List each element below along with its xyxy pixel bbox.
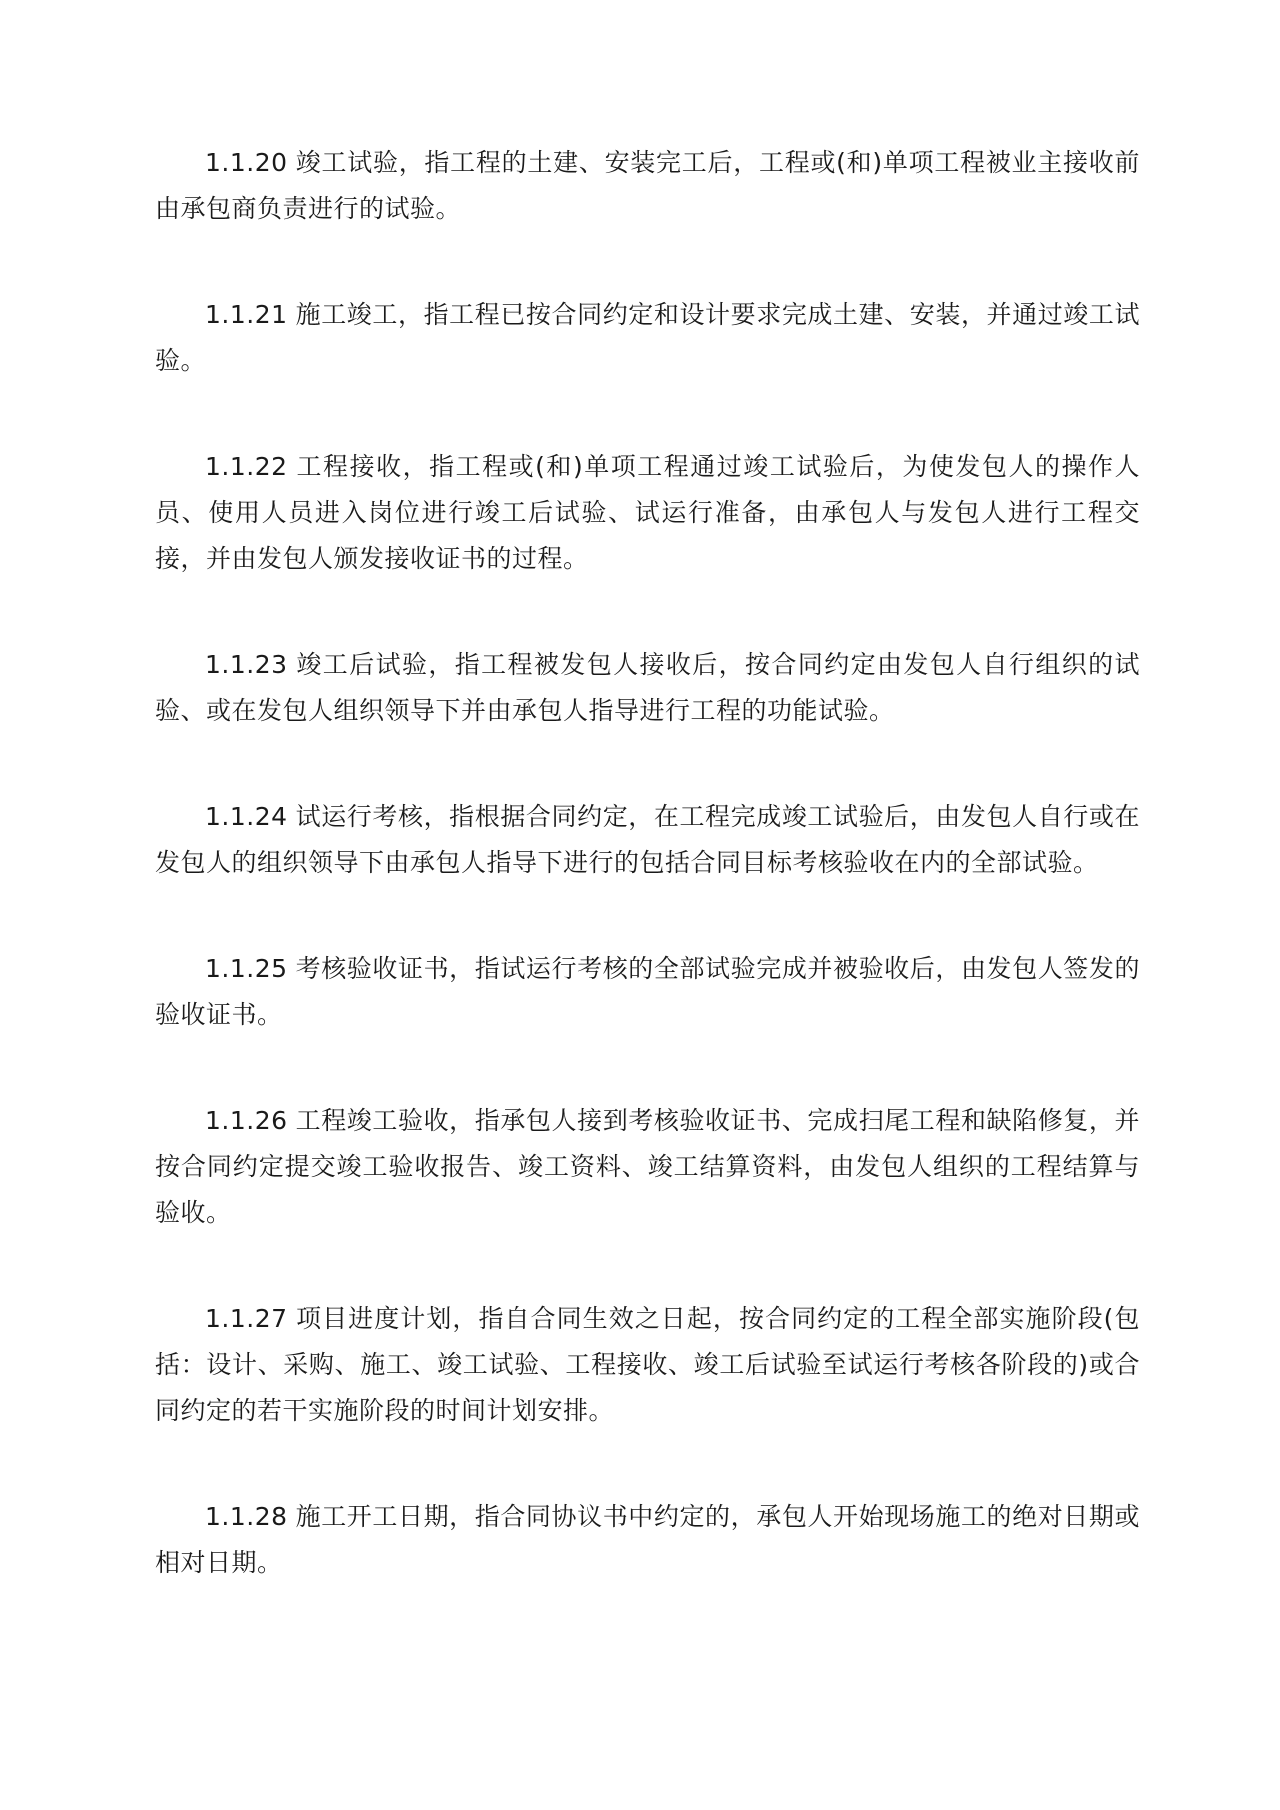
clause-1-1-20	[155, 140, 1140, 232]
clause-number: 1.1.23	[205, 650, 288, 679]
clause-number: 1.1.27	[205, 1304, 288, 1333]
clause-1-1-21	[155, 292, 1140, 384]
clause-number: 1.1.20	[205, 148, 288, 177]
clause-1-1-24	[155, 794, 1140, 886]
clause-text: 试运行考核，指根据合同约定，在工程完成竣工试验后，由发包人自行或在发包人的组织领导下由承包人指导下进行的包括合同目标考核验收在内的全部试验。	[155, 802, 1140, 877]
clause-text: 工程接收，指工程或(和)单项工程通过竣工试验后，为使发包人的操作人员、使用人员进入岗位进行竣工后试验、试运行准备，由承包人与发包人进行工程交接，并由发包人颁发接收证书的过程。	[155, 452, 1140, 573]
clause-text: 竣工试验，指工程的土建、安装完工后，工程或(和)单项工程被业主接收前由承包商负责进行的试验。	[155, 148, 1140, 223]
clause-text: 竣工后试验，指工程被发包人接收后，按合同约定由发包人自行组织的试验、或在发包人组织领导下并由承包人指导进行工程的功能试验。	[155, 650, 1140, 725]
clause-1-1-23	[155, 642, 1140, 734]
clause-number: 1.1.22	[205, 452, 288, 481]
clause-text: 施工竣工，指工程已按合同约定和设计要求完成土建、安装，并通过竣工试验。	[155, 300, 1140, 375]
clause-text: 考核验收证书，指试运行考核的全部试验完成并被验收后，由发包人签发的验收证书。	[155, 954, 1140, 1029]
clause-text: 项目进度计划，指自合同生效之日起，按合同约定的工程全部实施阶段(包括：设计、采购、施工、竣工试验、工程接收、竣工后试验至试运行考核各阶段的)或合同约定的若干实施阶段的时间计划安排。	[155, 1304, 1140, 1425]
clause-1-1-27	[155, 1296, 1140, 1434]
clause-number: 1.1.28	[205, 1502, 288, 1531]
clause-number: 1.1.25	[205, 954, 288, 983]
clause-number: 1.1.24	[205, 802, 288, 831]
clause-1-1-25	[155, 946, 1140, 1038]
clause-text: 工程竣工验收，指承包人接到考核验收证书、完成扫尾工程和缺陷修复，并按合同约定提交竣工验收报告、竣工资料、竣工结算资料，由发包人组织的工程结算与验收。	[155, 1106, 1140, 1227]
clause-1-1-22	[155, 444, 1140, 582]
clause-text: 施工开工日期，指合同协议书中约定的，承包人开始现场施工的绝对日期或相对日期。	[155, 1502, 1140, 1577]
clause-1-1-26	[155, 1098, 1140, 1236]
clause-number: 1.1.21	[205, 300, 288, 329]
clause-number: 1.1.26	[205, 1106, 288, 1135]
document-page	[155, 140, 1140, 1646]
clause-1-1-28	[155, 1494, 1140, 1586]
